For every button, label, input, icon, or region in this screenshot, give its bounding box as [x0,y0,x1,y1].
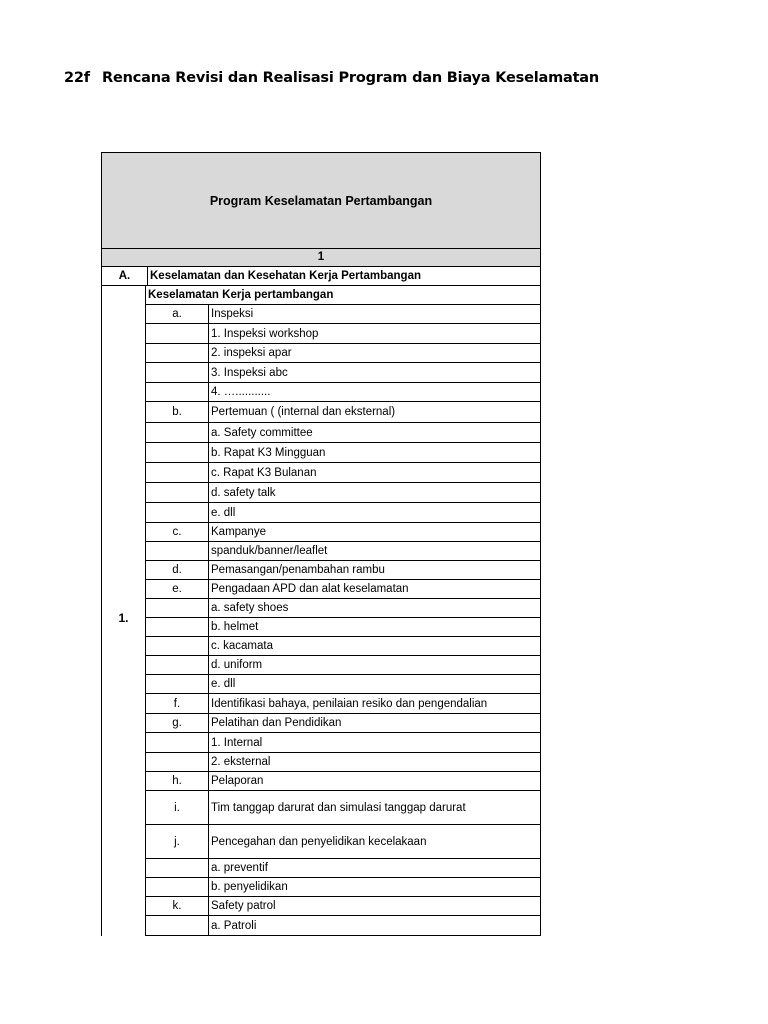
group-label: Keselamatan Kerja pertambangan [148,289,334,301]
table-row [146,825,541,859]
table-row [146,305,541,324]
row-letter [146,656,209,674]
table-row [146,637,541,656]
row-letter [146,344,209,362]
table-row [146,897,541,916]
table-row [146,402,541,423]
table-row [146,580,541,599]
row-letter: j. [146,825,209,858]
row-text: Inspeksi [211,308,254,320]
table-row [146,383,541,402]
row-letter [146,542,209,560]
row-text: Identifikasi bahaya, penilaian resiko dan pengendalian [211,697,488,710]
row-text: 1. Inspeksi workshop [211,327,319,340]
row-letter [146,618,209,636]
section-label: Keselamatan dan Kesehatan Kerja Pertambangan [150,270,421,282]
row-text: a. safety shoes [211,602,289,614]
section-row [101,267,541,286]
table-row [146,443,541,463]
row-text: 2. eksternal [211,756,271,768]
row-letter: e. [146,580,209,598]
table-row [146,675,541,694]
row-text: 4. …........... [211,386,271,398]
section-code: A. [102,267,148,285]
table-body [101,286,541,936]
page-title-text: Rencana Revisi dan Realisasi Program dan Biaya Keselamatan [102,70,600,86]
row-text: Tim tanggap darurat dan simulasi tanggap darurat [211,801,466,814]
table-row [146,423,541,443]
table-row [146,542,541,561]
table-row [146,791,541,825]
row-text: Pertemuan ( (internal dan eksternal) [211,406,396,418]
row-text: Pelaporan [211,775,264,787]
table-header: Program Keselamatan Pertambangan [101,152,541,248]
row-letter [146,324,209,343]
row-letter [146,916,209,935]
page-number: 22f [64,70,90,86]
row-text: Pelatihan dan Pendidikan [211,717,342,729]
program-table [101,152,541,936]
row-text: Pengadaan APD dan alat keselamatan [211,583,409,595]
table-row [146,363,541,383]
row-letter [146,599,209,617]
row-letter [146,733,209,752]
row-letter: k. [146,897,209,915]
row-text: d. uniform [211,659,263,671]
table-row [146,714,541,733]
table-row [146,753,541,772]
table-row [146,483,541,503]
table-row [146,859,541,878]
row-letter: a. [146,305,209,323]
row-letter: f. [146,694,209,713]
page-title [64,70,600,86]
row-letter: c. [146,523,209,541]
row-text: Pencegahan dan penyelidikan kecelakaan [211,835,427,848]
table-row [146,344,541,363]
table-row [146,694,541,714]
group-number: 1. [101,286,146,936]
row-letter [146,753,209,771]
rows-container [146,286,541,936]
row-letter [146,383,209,401]
table-row [146,772,541,791]
row-letter [146,878,209,896]
row-letter: g. [146,714,209,732]
row-letter [146,483,209,502]
table-row [146,599,541,618]
row-text: a. Patroli [211,919,257,932]
row-text: 2. inspeksi apar [211,347,292,359]
row-text: spanduk/banner/leaflet [211,545,328,557]
row-text: Safety patrol [211,900,276,912]
row-text: c. kacamata [211,640,273,652]
row-text: b. penyelidikan [211,881,288,893]
row-letter: i. [146,791,209,824]
table-row [146,523,541,542]
row-text: d. safety talk [211,486,276,499]
table-row [146,656,541,675]
table-row [146,618,541,637]
row-text: 3. Inspeksi abc [211,366,288,379]
row-text: a. Safety committee [211,426,313,439]
row-letter: h. [146,772,209,790]
row-letter [146,463,209,482]
row-letter: d. [146,561,209,579]
table-row [146,503,541,523]
row-letter [146,443,209,462]
row-text: Kampanye [211,526,266,538]
row-letter [146,503,209,522]
row-text: e. dll [211,506,236,519]
group-label-row [146,286,541,305]
row-letter: b. [146,402,209,422]
table-row [146,733,541,753]
row-letter [146,637,209,655]
row-text: a. preventif [211,862,268,874]
row-letter [146,423,209,442]
table-row [146,463,541,483]
table-row [146,878,541,897]
table-row [146,916,541,936]
row-text: Pemasangan/penambahan rambu [211,564,385,576]
row-text: b. Rapat K3 Mingguan [211,446,326,459]
row-text: c. Rapat K3 Bulanan [211,466,317,479]
row-text: e. dll [211,678,236,690]
column-number-row: 1 [101,248,541,267]
row-text: 1. Internal [211,736,263,749]
table-row [146,561,541,580]
row-letter [146,859,209,877]
row-text: b. helmet [211,621,259,633]
table-row [146,324,541,344]
row-letter [146,363,209,382]
row-letter [146,675,209,693]
